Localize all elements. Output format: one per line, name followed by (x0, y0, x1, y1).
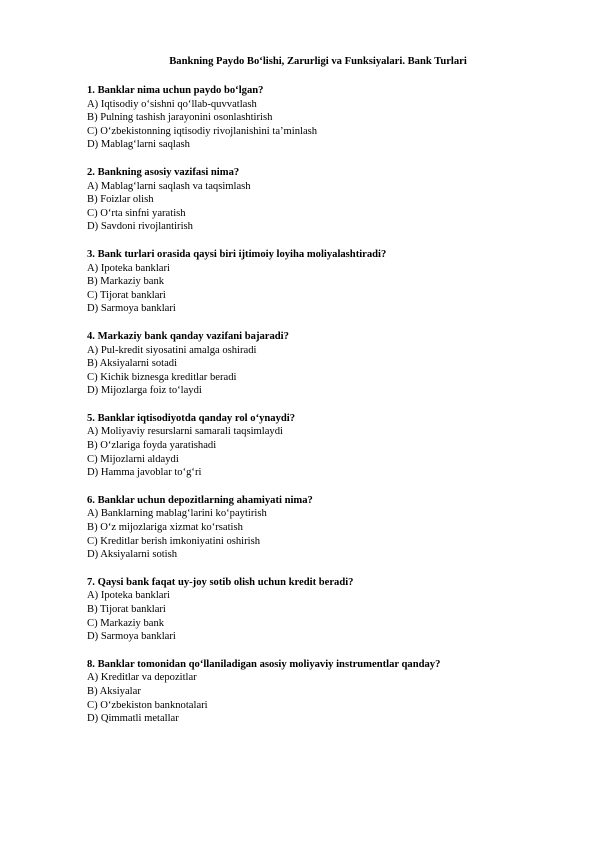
answer-option: C) Markaziy bank (87, 617, 165, 629)
answer-option: D) Mijozlarga foiz to‘laydi (87, 385, 202, 397)
question-block (87, 166, 567, 234)
answer-option: D) Sarmoya banklari (87, 303, 176, 315)
question-block (87, 658, 567, 726)
question-text: 3. Bank turlari orasida qaysi biri ijtimoiy loyiha moliyalashtiradi? (87, 248, 387, 260)
answer-option: C) Mijozlarni aldaydi (87, 453, 179, 465)
answer-option: D) Sarmoya banklari (87, 631, 176, 643)
question-block (87, 412, 567, 480)
question-text: 6. Banklar uchun depozitlarning ahamiyati nima? (87, 494, 313, 506)
answer-option: B) O‘z mijozlariga xizmat ko‘rsatish (87, 522, 243, 534)
answer-option: A) Pul-kredit siyosatini amalga oshiradi (87, 344, 257, 356)
answer-option: A) Mablag‘larni saqlash va taqsimlash (87, 180, 251, 192)
question-text: 8. Banklar tomonidan qo‘llaniladigan asosiy moliyaviy instrumentlar qanday? (87, 658, 441, 670)
answer-option: A) Ipoteka banklari (87, 262, 170, 274)
answer-option: C) O‘zbekiston banknotalari (87, 699, 208, 711)
question-block (87, 84, 567, 152)
answer-option: C) O‘zbekistonning iqtisodiy rivojlanishini ta’minlash (87, 125, 318, 137)
answer-option: A) Iqtisodiy o‘sishni qo‘llab-quvvatlash (87, 98, 257, 110)
question-list (87, 84, 567, 740)
question-text: 2. Bankning asosiy vazifasi nima? (87, 166, 240, 178)
document-title: Bankning Paydo Bo‘lishi, Zarurligi va Funksiyalari. Bank Turlari (169, 56, 467, 67)
question-block (87, 576, 567, 644)
answer-option: B) O‘zlariga foyda yaratishadi (87, 440, 217, 452)
question-block (87, 494, 567, 562)
answer-option: B) Foizlar olish (87, 194, 154, 206)
question-text: 1. Banklar nima uchun paydo bo‘lgan? (87, 85, 264, 96)
question-block (87, 330, 567, 398)
answer-option: A) Kreditlar va depozitlar (87, 672, 197, 684)
answer-option: B) Tijorat banklari (87, 604, 166, 615)
answer-option: C) Tijorat banklari (87, 289, 166, 301)
question-text: 5. Banklar iqtisodiyotda qanday rol o‘ynaydi? (87, 412, 296, 424)
answer-option: D) Aksiyalarni sotish (87, 549, 178, 561)
answer-option: A) Banklarning mablag‘larini ko‘paytirish (87, 508, 267, 520)
answer-option: D) Hamma javoblar to‘g‘ri (87, 467, 202, 479)
answer-option: A) Moliyaviy resurslarni samarali taqsimlaydi (87, 426, 283, 438)
answer-option: D) Mablag‘larni saqlash (87, 139, 190, 151)
answer-option: D) Qimmatli metallar (87, 713, 179, 725)
question-block (87, 248, 567, 316)
answer-option: B) Markaziy bank (87, 276, 165, 288)
question-text: 4. Markaziy bank qanday vazifani bajaradi? (87, 330, 289, 342)
answer-option: A) Ipoteka banklari (87, 590, 170, 602)
answer-option: B) Aksiyalar (87, 685, 141, 697)
answer-option: D) Savdoni rivojlantirish (87, 221, 193, 233)
answer-option: B) Aksiyalarni sotadi (87, 358, 178, 370)
answer-option: C) Kichik biznesga kreditlar beradi (87, 371, 237, 383)
answer-option: B) Pulning tashish jarayonini osonlashtirish (87, 112, 273, 124)
answer-option: C) O‘rta sinfni yaratish (87, 207, 186, 219)
answer-option: C) Kreditlar berish imkoniyatini oshirish (87, 535, 261, 547)
question-text: 7. Qaysi bank faqat uy-joy sotib olish uchun kredit beradi? (87, 576, 354, 588)
